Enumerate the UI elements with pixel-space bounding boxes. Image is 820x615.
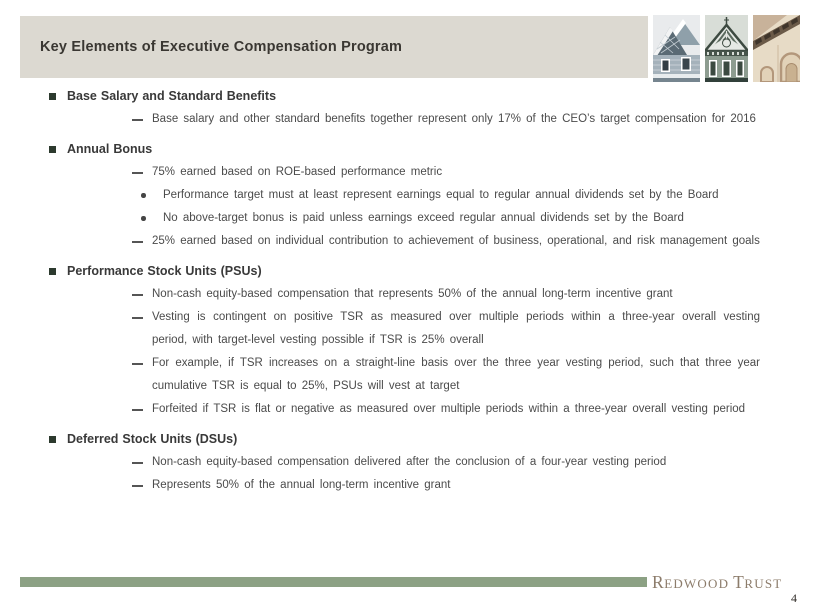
bullet-item-text: Performance target must at least represent earnings equal to regular annual dividends set by the Board	[163, 189, 719, 201]
redwood-trust-logo	[652, 572, 797, 593]
bullet-item	[40, 161, 760, 184]
gabled-house-photo	[653, 15, 700, 82]
dash-bullet-icon	[132, 409, 143, 411]
bullet-item	[40, 207, 792, 230]
bullet-list	[40, 85, 792, 497]
bullet-item	[40, 230, 760, 253]
dash-bullet-icon	[132, 172, 143, 174]
logo-text: RUST	[744, 576, 783, 591]
bullet-item-text: Base Salary and Standard Benefits	[67, 89, 277, 103]
bullet-item	[40, 283, 760, 306]
bullet-item	[40, 306, 760, 352]
square-bullet-icon	[49, 268, 56, 275]
page-title: Key Elements of Executive Compensation Program	[40, 39, 403, 55]
bullet-item-text: Vesting is contingent on positive TSR as measured over multiple periods within a three-year overall vesting period, with target-level vesting possible if TSR is 25% overall	[152, 311, 760, 346]
square-bullet-icon	[49, 93, 56, 100]
bullet-item-text: Base salary and other standard benefits together represent only 17% of the CEO’s target compensation for 2016	[152, 113, 756, 125]
bullet-item-heading	[40, 85, 792, 108]
bullet-item-text: 75% earned based on ROE-based performance metric	[152, 166, 443, 178]
dash-bullet-icon	[132, 462, 143, 464]
logo-text: R	[652, 572, 665, 592]
dash-bullet-icon	[132, 241, 143, 243]
bullet-item-text: Performance Stock Units (PSUs)	[67, 264, 262, 278]
dot-bullet-icon	[141, 216, 146, 221]
title-bar	[20, 16, 648, 78]
footer-accent-bar	[20, 577, 647, 587]
bullet-item	[40, 352, 760, 398]
logo-text: EDWOOD	[664, 576, 730, 591]
page-number: 4	[791, 591, 797, 605]
bullet-item-text: Non-cash equity-based compensation that represents 50% of the annual long-term incentive grant	[152, 288, 673, 300]
bullet-item	[40, 398, 760, 421]
square-bullet-icon	[49, 146, 56, 153]
victorian-gable-photo	[705, 15, 748, 82]
bullet-item-text: For example, if TSR increases on a straight-line basis over the three year vesting period, such that three year cumulative TSR is equal to 25%, PSUs will vest at target	[152, 357, 760, 392]
bullet-item-text: Annual Bonus	[67, 142, 153, 156]
bullet-item-heading	[40, 428, 792, 451]
bullet-item-text: Deferred Stock Units (DSUs)	[67, 432, 238, 446]
bullet-item-text: Forfeited if TSR is flat or negative as measured over multiple periods within a three-year overall vesting period	[152, 403, 746, 415]
arched-facade-photo	[753, 15, 800, 82]
bullet-item-heading	[40, 260, 792, 283]
dot-bullet-icon	[141, 193, 146, 198]
dash-bullet-icon	[132, 363, 143, 365]
dash-bullet-icon	[132, 317, 143, 319]
square-bullet-icon	[49, 436, 56, 443]
bullet-item	[40, 108, 760, 131]
bullet-item-heading	[40, 138, 792, 161]
bullet-item-text: 25% earned based on individual contribution to achievement of business, operational, and risk management goals	[152, 235, 760, 247]
dash-bullet-icon	[132, 485, 143, 487]
dash-bullet-icon	[132, 294, 143, 296]
bullet-item	[40, 451, 760, 474]
bullet-item	[40, 184, 792, 207]
bullet-item-text: No above-target bonus is paid unless earnings exceed regular annual dividends set by the Board	[163, 212, 684, 224]
bullet-item	[40, 474, 760, 497]
logo-text: T	[733, 572, 745, 592]
bullet-item-text: Non-cash equity-based compensation delivered after the conclusion of a four-year vesting period	[152, 456, 667, 468]
dash-bullet-icon	[132, 119, 143, 121]
bullet-item-text: Represents 50% of the annual long-term incentive grant	[152, 479, 451, 491]
